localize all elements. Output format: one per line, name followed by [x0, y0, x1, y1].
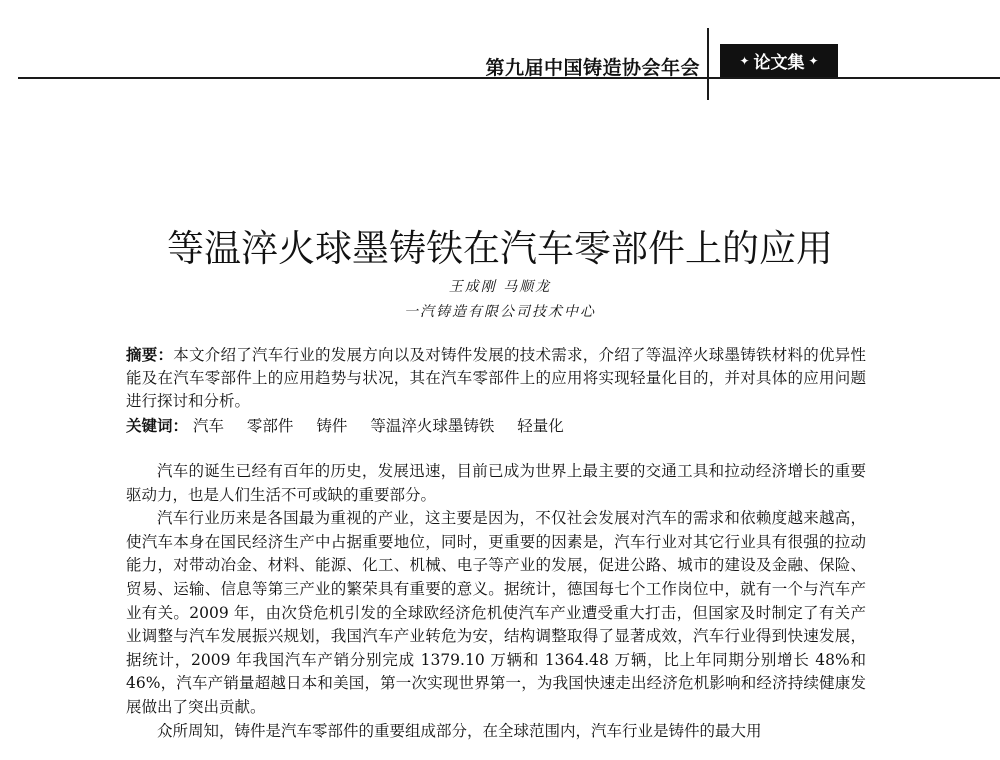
body-text — [126, 460, 866, 743]
authors: 王成刚 马顺龙 — [448, 279, 552, 295]
affiliation: 一汽铸造有限公司技术中心 — [404, 304, 596, 320]
keyword-item: 等温淬火球墨铸铁 — [370, 417, 495, 435]
keywords-label: 关键词： — [126, 416, 189, 435]
body-paragraph: 汽车的诞生已经有百年的历史，发展迅速，目前已成为世界上最主要的交通工具和拉动经济增长的重要驱动力，也是人们生活不可或缺的重要部分。 — [126, 462, 866, 504]
body-paragraph: 众所周知，铸件是汽车零部件的重要组成部分，在全球范围内，汽车行业是铸件的最大用 — [157, 721, 762, 740]
keyword-item: 轻量化 — [517, 417, 564, 435]
abstract — [126, 343, 866, 413]
badge-label: 论文集 — [753, 53, 805, 73]
section-badge — [720, 44, 838, 77]
header-divider — [707, 28, 709, 100]
abstract-text: 本文介绍了汽车行业的发展方向以及对铸件发展的技术需求，介绍了等温淬火球墨铸铁材料的优异性能及在汽车零部件上的应用趋势与状况，其在汽车零部件上的应用将实现轻量化目的，并对具体的应用问题进行探讨和分析。 — [126, 346, 866, 410]
conference-header: 第九届中国铸造协会年会 — [485, 57, 700, 79]
keyword-item: 汽车 — [192, 417, 224, 435]
abstract-label: 摘要： — [126, 345, 174, 364]
paper-title: 等温淬火球墨铸铁在汽车零部件上的应用 — [167, 227, 833, 270]
badge-star-icon: ✦ — [739, 53, 750, 68]
badge-star-icon: ✦ — [808, 53, 819, 68]
keyword-item: 零部件 — [246, 417, 294, 435]
keyword-item: 铸件 — [316, 417, 348, 435]
keywords — [126, 414, 866, 438]
body-paragraph: 汽车行业历来是各国最为重视的产业，这主要是因为，不仅社会发展对汽车的需求和依赖度越来越高，使汽车本身在国民经济生产中占据重要地位，同时，更重要的因素是，汽车行业对其它行业具有很强的拉动能力，对带动冶金、材料、能源、化工、机械、电子等产业的发展，促进公路、城市的建设及金融、保险、贸易、运输、信息等第三产业的繁荣具有重要的意义。据统计，德国每七个工作岗位中，就有一个与汽车产业有关。2009 年，由次贷危机引发的全球欧经济危机使汽车产业遭受重大打击，但国家及时制定了有关产业调整与汽车发展振兴规划，我国汽车产业转危为安，结构调整取得了显著成效，汽车行业得到快速发展，据统计，2009 年我国汽车产销分别完成 1379.10 万辆和 1364.48 万辆，比上年同期分别增长 48%和 46%，汽车产销量超越日本和美国，第一次实现世界第一，为我国快速走出经济危机影响和经济持续健康发展做出了突出贡献。 — [126, 509, 866, 716]
